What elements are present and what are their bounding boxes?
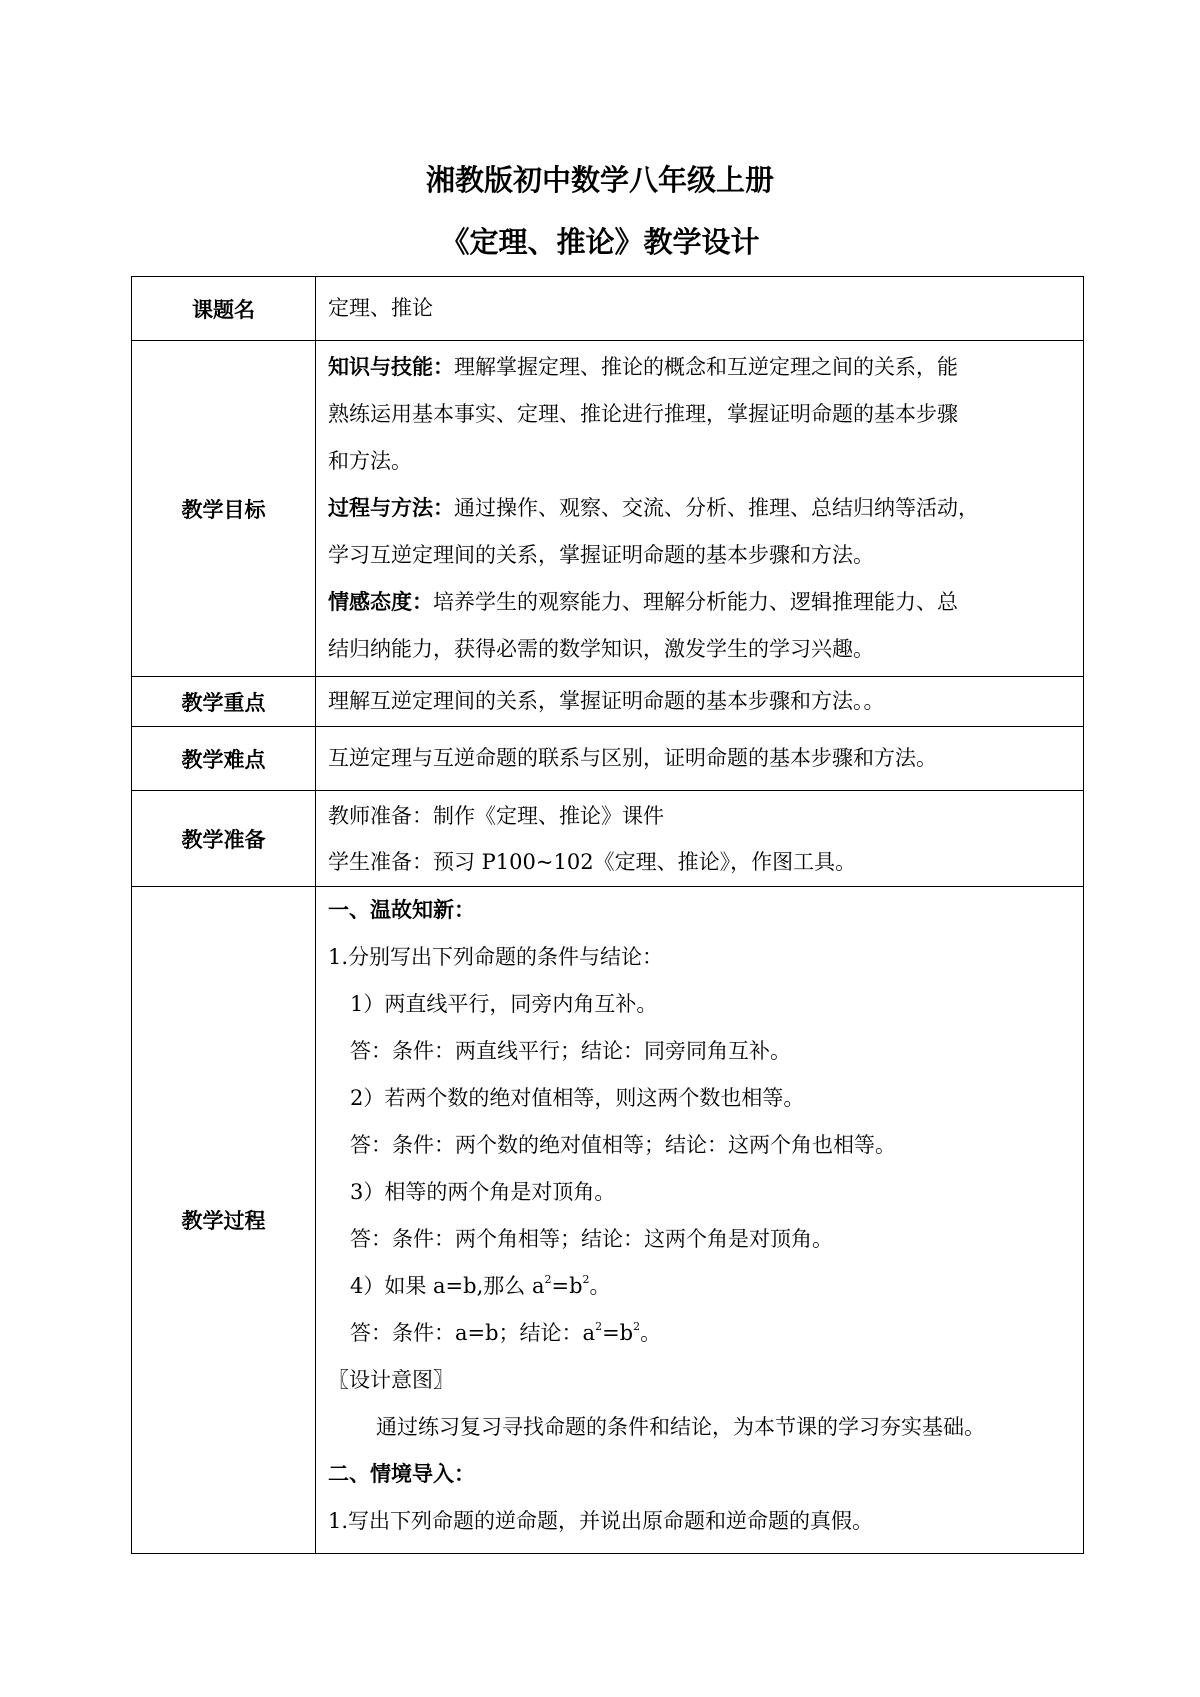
design-intent-label: 〖设计意图〗 bbox=[328, 1368, 454, 1392]
ans4-exponent-1: 2 bbox=[595, 1320, 603, 1333]
label-difficulties: 教学难点 bbox=[132, 727, 316, 791]
knowledge-line-1 bbox=[328, 344, 1071, 391]
row-topic bbox=[132, 277, 1084, 341]
teacher-preparation: 教师准备：制作《定理、推论》课件 bbox=[328, 803, 664, 828]
label-objectives: 教学目标 bbox=[132, 341, 316, 677]
value-preparation bbox=[316, 791, 1084, 887]
label-preparation: 教学准备 bbox=[132, 791, 316, 887]
emotion-text-1: 培养学生的观察能力、理解分析能力、逻辑推理能力、总 bbox=[433, 590, 958, 614]
value-objectives bbox=[316, 341, 1084, 677]
topic-text: 定理、推论 bbox=[328, 296, 433, 320]
value-difficulties bbox=[316, 727, 1084, 791]
answer-item-2: 答：条件：两个数的绝对值相等；结论：这两个角也相等。 bbox=[350, 1133, 896, 1157]
process-lead: 过程与方法： bbox=[328, 496, 454, 520]
emotion-lead: 情感态度： bbox=[328, 590, 433, 614]
difficulties-text: 互逆定理与互逆命题的联系与区别，证明命题的基本步骤和方法。 bbox=[328, 746, 937, 770]
question-item-3: 3）相等的两个角是对顶角。 bbox=[350, 1180, 616, 1204]
label-topic: 课题名 bbox=[132, 277, 316, 341]
item4-part-a: 4）如果 a=b,那么 a bbox=[350, 1274, 545, 1298]
knowledge-text-1: 理解掌握定理、推论的概念和互逆定理之间的关系，能 bbox=[454, 355, 958, 379]
process-text-1: 通过操作、观察、交流、分析、推理、总结归纳等活动， bbox=[454, 496, 979, 520]
knowledge-lead: 知识与技能： bbox=[328, 355, 454, 379]
row-process bbox=[132, 887, 1084, 1554]
ans4-part-c: 。 bbox=[640, 1321, 662, 1345]
answer-item-1: 答：条件：两直线平行；结论：同旁同角互补。 bbox=[350, 1039, 791, 1063]
question-item-1: 1）两直线平行，同旁内角互补。 bbox=[350, 992, 658, 1016]
document-subtitle: 《定理、推论》教学设计 bbox=[440, 225, 760, 259]
emotion-line-1 bbox=[328, 579, 1071, 626]
design-intent-text: 通过练习复习寻找命题的条件和结论，为本节课的学习夯实基础。 bbox=[376, 1415, 985, 1439]
ans4-part-a: 答：条件：a=b；结论：a bbox=[350, 1321, 596, 1345]
section-1-heading: 一、温故知新： bbox=[328, 898, 475, 922]
value-key-points bbox=[316, 677, 1084, 727]
student-preparation: 学生准备：预习 P100~102《定理、推论》，作图工具。 bbox=[328, 849, 857, 874]
value-topic bbox=[316, 277, 1084, 341]
item4-exponent-1: 2 bbox=[544, 1273, 552, 1286]
knowledge-line-3: 和方法。 bbox=[328, 449, 412, 473]
row-preparation bbox=[132, 791, 1084, 887]
row-difficulties bbox=[132, 727, 1084, 791]
label-process: 教学过程 bbox=[132, 887, 316, 1554]
answer-item-4 bbox=[328, 1310, 1071, 1357]
key-points-text: 理解互逆定理间的关系，掌握证明命题的基本步骤和方法。。 bbox=[328, 689, 885, 713]
lesson-plan-table bbox=[131, 276, 1084, 1554]
answer-item-3: 答：条件：两个角相等；结论：这两个角是对顶角。 bbox=[350, 1227, 833, 1251]
item4-part-b: =b bbox=[551, 1274, 583, 1298]
question-item-2: 2）若两个数的绝对值相等，则这两个数也相等。 bbox=[350, 1086, 805, 1110]
section-1-question: 1.分别写出下列命题的条件与结论： bbox=[328, 945, 664, 969]
ans4-part-b: =b bbox=[602, 1321, 634, 1345]
process-line-2: 学习互逆定理间的关系，掌握证明命题的基本步骤和方法。 bbox=[328, 543, 874, 567]
question-item-4 bbox=[328, 1263, 1071, 1310]
document-title: 湘教版初中数学八年级上册 bbox=[425, 163, 774, 197]
item4-part-c: 。 bbox=[589, 1274, 611, 1298]
emotion-line-2: 结归纳能力，获得必需的数学知识，激发学生的学习兴趣。 bbox=[328, 637, 874, 661]
row-objectives bbox=[132, 341, 1084, 677]
ans4-exponent-2: 2 bbox=[633, 1320, 641, 1333]
item4-exponent-2: 2 bbox=[582, 1273, 590, 1286]
value-process bbox=[316, 887, 1084, 1554]
row-key-points bbox=[132, 677, 1084, 727]
label-key-points: 教学重点 bbox=[132, 677, 316, 727]
section-2-question: 1.写出下列命题的逆命题，并说出原命题和逆命题的真假。 bbox=[328, 1509, 874, 1533]
process-line-1 bbox=[328, 485, 1071, 532]
knowledge-line-2: 熟练运用基本事实、定理、推论进行推理，掌握证明命题的基本步骤 bbox=[328, 402, 958, 426]
section-2-heading: 二、情境导入： bbox=[328, 1462, 475, 1486]
